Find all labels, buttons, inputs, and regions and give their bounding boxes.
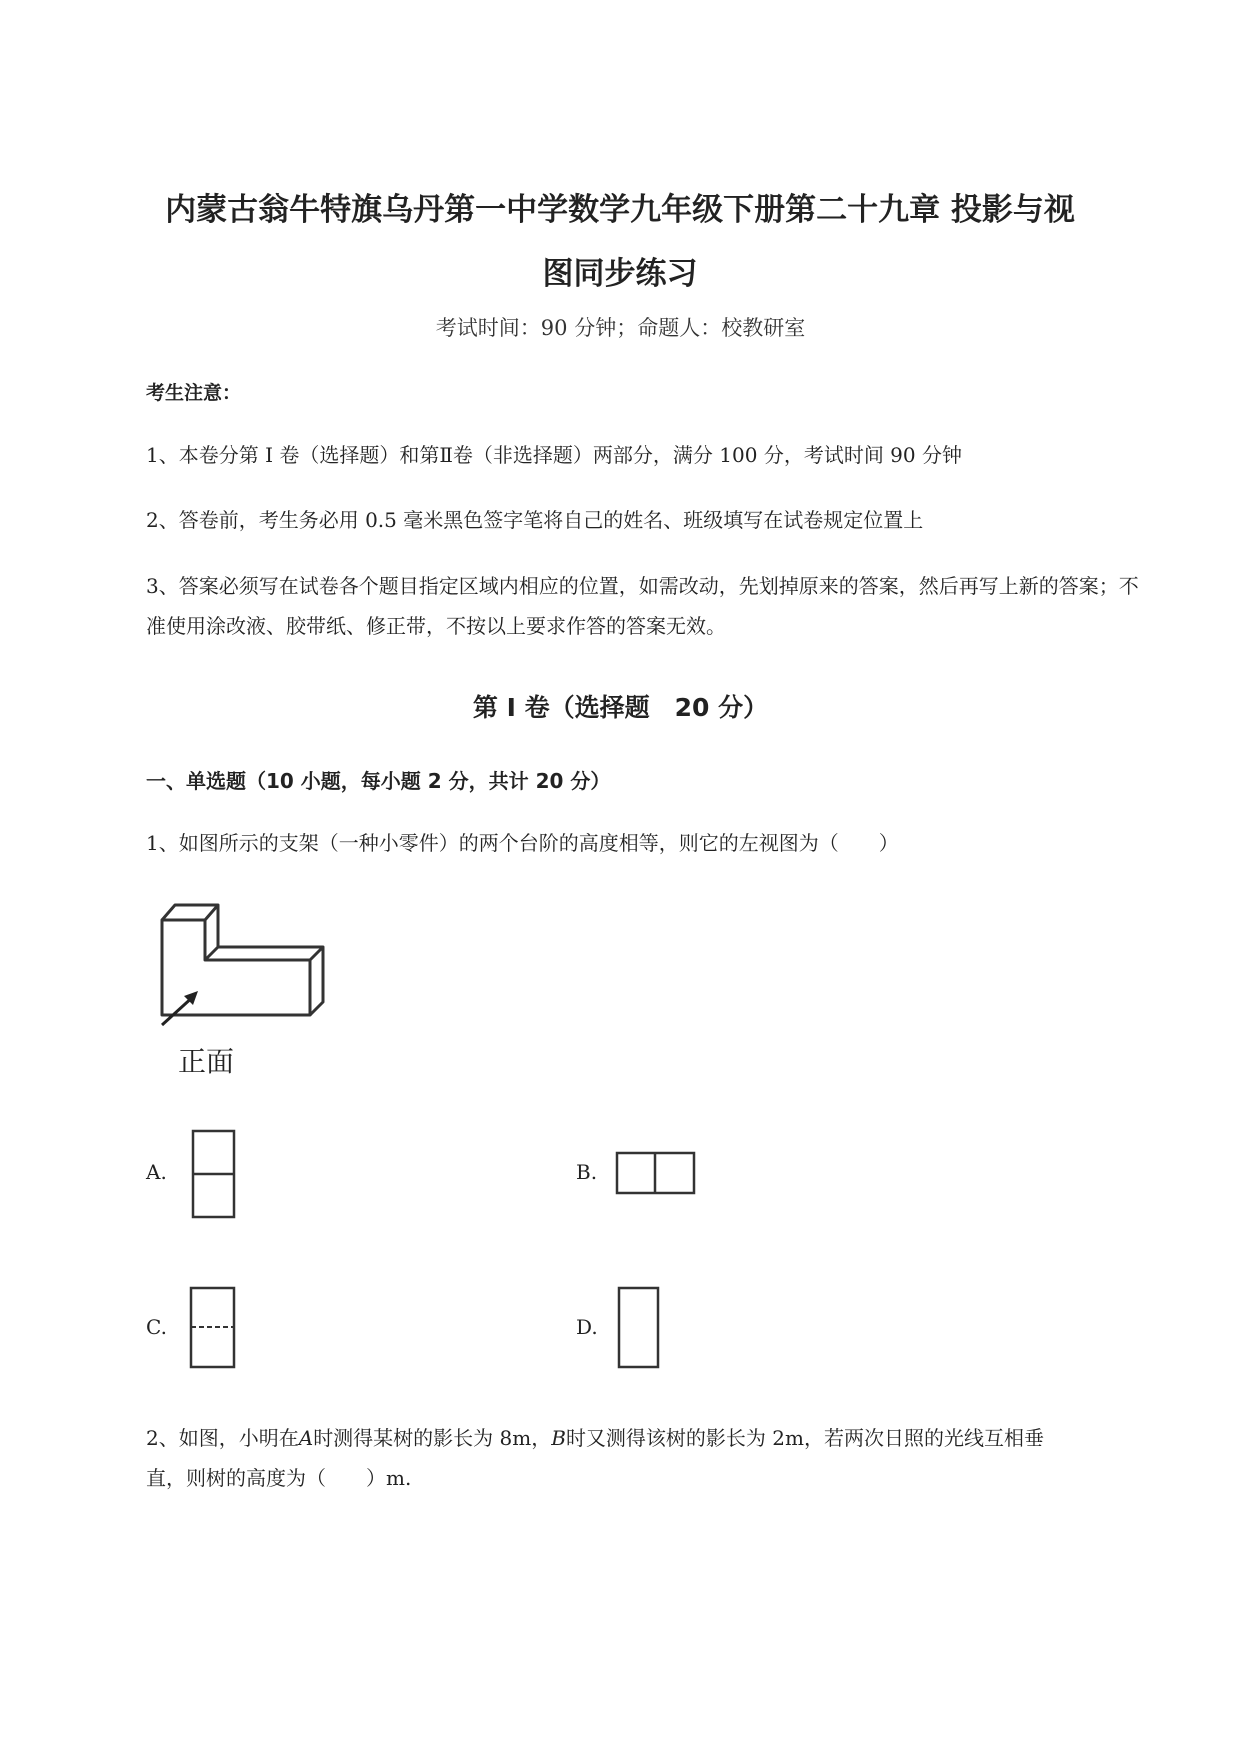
question-2-text-line-2: 直，则树的高度为（ ）m. bbox=[146, 1466, 412, 1490]
exam-info: 考试时间：90 分钟；命题人：校教研室 bbox=[435, 316, 806, 340]
figure-label-front: 正面 bbox=[178, 1045, 235, 1078]
document-title-line-2: 图同步练习 bbox=[542, 256, 698, 292]
q2-var-a: A bbox=[298, 1426, 314, 1450]
notice-item-1: 1、本卷分第 I 卷（选择题）和第Ⅱ卷（非选择题）两部分，满分 100 分，考试时间 90 分钟 bbox=[146, 443, 962, 467]
q2-mid2: 时又测得该树的影长为 2m，若两次日照的光线互相垂 bbox=[565, 1426, 1044, 1450]
option-c-figure bbox=[188, 1285, 238, 1371]
option-d-label: D. bbox=[576, 1315, 598, 1339]
option-a-figure bbox=[190, 1128, 238, 1222]
section-title: 第 I 卷（选择题 20 分） bbox=[472, 693, 769, 722]
notice-item-3: 3、答案必须写在试卷各个题目指定区域内相应的位置，如需改动，先划掉原来的答案，然后再写上新的答案；不准使用涂改液、胶带纸、修正带，不按以上要求作答的答案无效。 bbox=[146, 574, 1139, 638]
option-b-label: B. bbox=[576, 1160, 598, 1184]
question-1-text: 1、如图所示的支架（一种小零件）的两个台阶的高度相等，则它的左视图为（ ） bbox=[146, 831, 899, 855]
option-d-figure bbox=[616, 1285, 662, 1371]
document-title-line-1: 内蒙古翁牛特旗乌丹第一中学数学九年级下册第二十九章 投影与视 bbox=[165, 192, 1075, 228]
q2-var-b: B bbox=[551, 1426, 566, 1450]
q2-mid1: 时测得某树的影长为 8m， bbox=[313, 1426, 552, 1450]
notice-heading: 考生注意： bbox=[146, 382, 242, 404]
part-heading: 一、单选题（10 小题，每小题 2 分，共计 20 分） bbox=[146, 769, 611, 793]
option-c-label: C. bbox=[146, 1315, 167, 1339]
q2-prefix: 2、如图，小明在 bbox=[146, 1426, 299, 1450]
option-b-figure bbox=[614, 1150, 698, 1196]
question-2-text-line-1 bbox=[146, 1420, 1044, 1456]
notice-item-2: 2、答卷前，考生务必用 0.5 毫米黑色签字笔将自己的姓名、班级填写在试卷规定位置上 bbox=[146, 508, 924, 532]
option-a-label: A. bbox=[146, 1160, 167, 1184]
